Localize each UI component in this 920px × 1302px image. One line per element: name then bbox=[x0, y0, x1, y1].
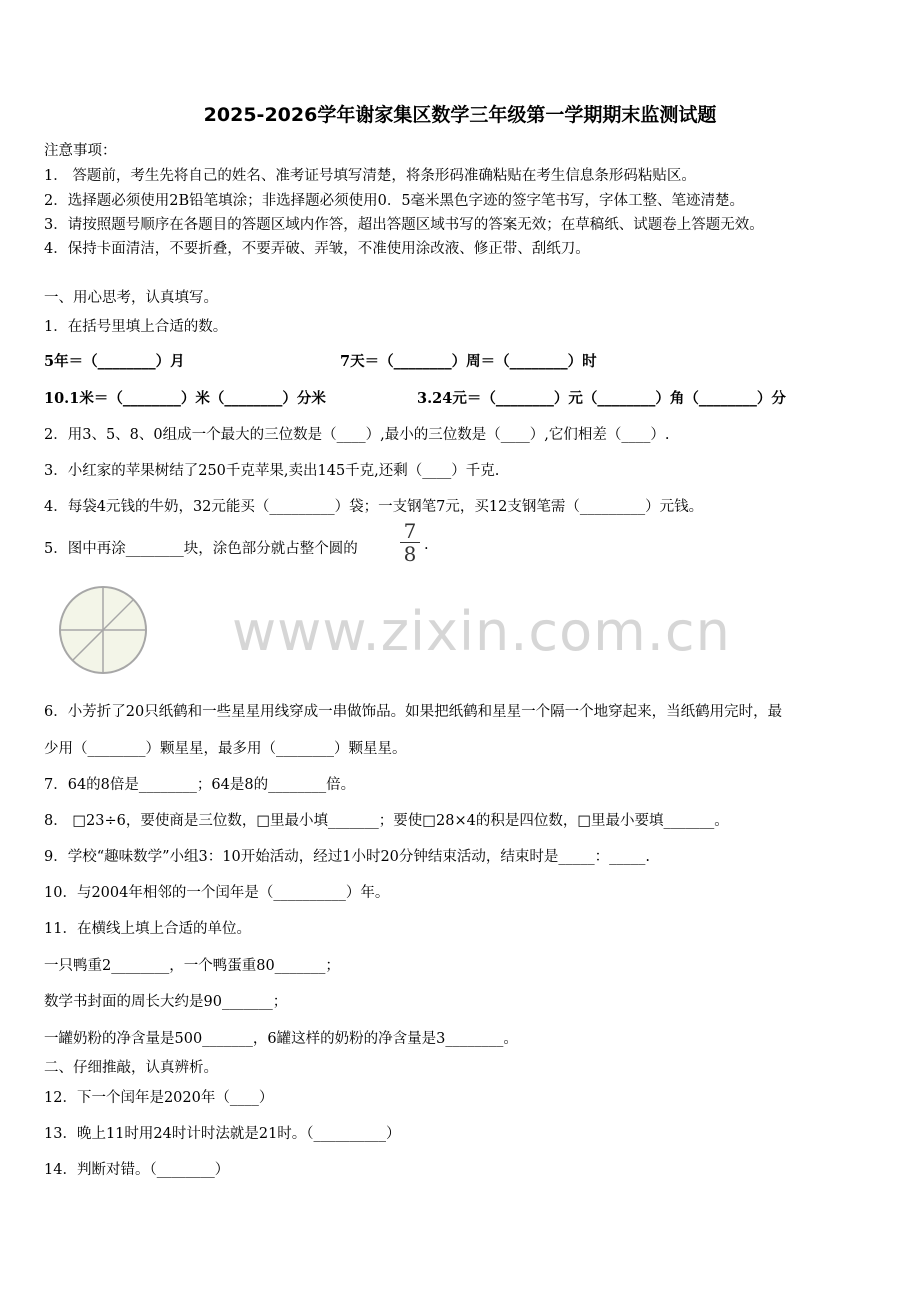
question-2: 2．用3、5、8、0组成一个最大的三位数是（____）,最小的三位数是（____）,它们相差（____）. bbox=[44, 427, 670, 443]
section-1-heading: 一、用心思考，认真填写。 bbox=[44, 290, 218, 306]
question-14: 14．判断对错。（________） bbox=[44, 1162, 230, 1178]
question-5: 5．图中再涂________块，涂色部分就占整个圆的 bbox=[44, 541, 358, 557]
question-1d: 3.24元＝（________）元（________）角（________）分 bbox=[417, 390, 786, 407]
question-10: 10．与2004年相邻的一个闰年是（__________）年。 bbox=[44, 885, 390, 901]
note-item-1: 1． 答题前，考生先将自己的姓名、准考证号填写清楚，将条形码准确粘贴在考生信息条形码粘贴区。 bbox=[44, 168, 696, 184]
watermark: www.zixin.com.cn bbox=[232, 600, 731, 663]
page-title: 2025-2026学年谢家集区数学三年级第一学期期末监测试题 bbox=[203, 104, 717, 126]
fraction-seven-eighths bbox=[397, 520, 423, 565]
note-item-3: 3．请按照题号顺序在各题目的答题区域内作答，超出答题区域书写的答案无效；在草稿纸、试题卷上答题无效。 bbox=[44, 217, 764, 233]
question-4: 4．每袋4元钱的牛奶，32元能买（_________）袋；一支钢笔7元，买12支钢笔需（_________）元钱。 bbox=[44, 499, 704, 515]
question-11b: 数学书封面的周长大约是90_______； bbox=[44, 994, 288, 1010]
question-11c: 一罐奶粉的净含量是500_______，6罐这样的奶粉的净含量是3________。 bbox=[44, 1031, 518, 1047]
question-6-line-2: 少用（________）颗星星，最多用（________）颗星星。 bbox=[44, 741, 407, 757]
question-9: 9．学校“趣味数学”小组3：10开始活动，经过1小时20分钟结束活动，结束时是_____：_____. bbox=[44, 849, 651, 865]
question-7: 7．64的8倍是________；64是8的________倍。 bbox=[44, 777, 356, 793]
note-item-2: 2．选择题必须使用2B铅笔填涂；非选择题必须使用0．5毫米黑色字迹的签字笔书写，字体工整、笔迹清楚。 bbox=[44, 193, 745, 209]
question-5-end: . bbox=[424, 537, 429, 553]
section-2-heading: 二、仔细推敲，认真辨析。 bbox=[44, 1060, 218, 1076]
question-6-line-1: 6．小芳折了20只纸鹤和一些星星用线穿成一串做饰品。如果把纸鹤和星星一个隔一个地穿起来，当纸鹤用完时，最 bbox=[44, 704, 783, 720]
question-1c: 10.1米＝（________）米（________）分米 bbox=[44, 390, 326, 407]
question-3: 3．小红家的苹果树结了250千克苹果,卖出145千克,还剩（____）千克. bbox=[44, 463, 500, 479]
question-13: 13．晚上11时用24时计时法就是21时。（__________） bbox=[44, 1126, 401, 1142]
notes-heading: 注意事项： bbox=[44, 143, 117, 159]
fraction-denominator: 8 bbox=[403, 542, 417, 566]
question-1b: 7天＝（________）周＝（________）时 bbox=[340, 353, 597, 370]
question-12: 12．下一个闰年是2020年（____） bbox=[44, 1090, 274, 1106]
question-1: 1．在括号里填上合适的数。 bbox=[44, 319, 228, 335]
circle-divided-diagram bbox=[58, 585, 148, 675]
question-11: 11．在横线上填上合适的单位。 bbox=[44, 921, 251, 937]
note-item-4: 4．保持卡面清洁，不要折叠，不要弄破、弄皱，不准使用涂改液、修正带、刮纸刀。 bbox=[44, 241, 590, 257]
question-11a: 一只鸭重2________，一个鸭蛋重80_______； bbox=[44, 958, 340, 974]
question-1a: 5年＝（________）月 bbox=[44, 353, 185, 370]
fraction-numerator: 7 bbox=[403, 519, 417, 543]
question-8: 8． □23÷6，要使商是三位数，□里最小填_______；要使□28×4的积是四位数，□里最小要填_______。 bbox=[44, 813, 729, 829]
